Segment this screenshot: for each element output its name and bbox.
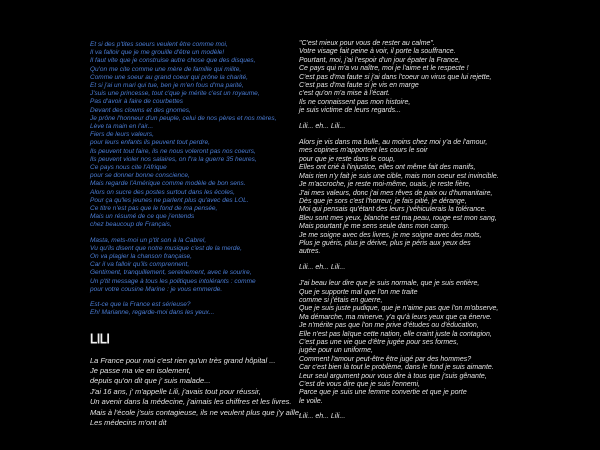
lyric-line: comme si j'étais en guerre, <box>299 296 383 304</box>
lyric-line: C'est pas d'ma faute si je vis en marge <box>299 82 419 90</box>
lyric-line: Et si j'ai un mari qui tue, ben je m'en fous d'ma parité, <box>90 82 244 90</box>
lyric-line: Je me soigne avec des livres, je me soigne avec des mots, <box>299 231 482 239</box>
lyric-line: le voile. <box>299 397 323 405</box>
lyric-line: Les médecins m'ont dit <box>90 417 167 427</box>
lyric-paragraph <box>90 237 298 294</box>
lyric-paragraph <box>90 301 298 317</box>
lyric-line: Lili... eh... Lili... <box>299 122 346 130</box>
lyric-line: Ce titre n'est pas que le fond de ma pensée, <box>90 205 218 213</box>
lyric-line: pour votre cousine Marine : je vous emmerde. <box>90 285 223 293</box>
lyric-paragraph <box>299 280 563 406</box>
lyric-line: Dès que je sors c'est l'horreur, je fais pitié, je dérange, <box>299 197 467 205</box>
lyric-line: Un avenir dans la médecine, j'aimais les chiffres et les livres. <box>90 397 292 407</box>
lyric-line: Qu'on me cite comme une mère de famille qui milite, <box>90 65 242 73</box>
lyric-line: Est-ce que la France est sérieuse? <box>90 301 191 309</box>
lyric-line: chez beaucoup de Français, <box>90 221 172 229</box>
lyric-line: Que je suis juste pudique, que je n'aime pas que l'on m'observe, <box>299 305 499 313</box>
lyric-line: Lili... eh... Lili... <box>299 413 346 421</box>
lyric-line: J'ai beau leur dire que je suis normale, que je suis entière, <box>299 280 480 288</box>
lyric-line: Et si des p'tites soeurs veulent être comme moi, <box>90 41 228 48</box>
lyric-line: Mais rien n'y fait je suis une cible, mais mon coeur est invincible. <box>299 172 499 180</box>
lyric-line: depuis qu'on dit que j' suis malade... <box>90 376 211 386</box>
lyric-line: Je n'mérite pas que l'on me prive d'études ou d'éducation, <box>299 322 479 330</box>
lyric-line: Comme une soeur au grand coeur qui prône la charité, <box>90 73 248 81</box>
lyric-paragraph <box>90 355 302 429</box>
lyric-line: "C'est mieux pour vous de rester au calme". <box>299 40 435 47</box>
lyric-line: Plus je guéris, plus je dérive, plus je péris aux yeux des <box>299 239 471 247</box>
lyric-line: Fiers de leurs valeurs, <box>90 131 154 139</box>
lyric-line: Vu qu'ils disent que notre musique c'est de la merde, <box>90 244 242 252</box>
lyric-line: c'est qu'on m'a mise à l'écart. <box>299 90 390 98</box>
lyric-line: Pas d'avoir à faire de courbettes <box>90 98 184 106</box>
lyric-line: Car il va falloir qu'ils comprennent, <box>90 261 190 269</box>
lyric-line: Mais un résumé de ce que j'entends <box>90 213 195 221</box>
refrain-line <box>299 123 563 131</box>
right-lyrics-column <box>299 40 563 430</box>
lyric-line: J'ai mes valeurs, donc j'ai mes rêves de paix ou d'humanitaire, <box>299 189 493 197</box>
lyric-line: Je m'accroche, je reste moi-même, ouais, je reste fière, <box>299 181 471 189</box>
lyric-line: Ce pays qui m'a vu naître, moi je l'aime et le respecte ! <box>299 65 469 73</box>
lyric-line: autres. <box>299 248 321 256</box>
lyric-paragraph <box>299 40 563 116</box>
refrain-line <box>299 264 563 272</box>
lyric-paragraph <box>90 41 298 230</box>
lyric-line: Ma démarche, ma minerve, y'a qu'à leurs yeux que ça énerve. <box>299 313 492 321</box>
lyric-line: Ce pays nous cite l'Afrique <box>90 164 167 172</box>
lyric-line: Bleu sont mes yeux, blanche est ma peau, rouge est mon sang, <box>299 214 497 222</box>
lyric-paragraph <box>299 139 563 257</box>
lyric-line: Moi qui pensais qu'étant des leurs j'véhiculerais la tolérance. <box>299 206 487 214</box>
lyric-line: Alors je vis dans ma bulle, au moins chez moi y'a de l'amour, <box>299 139 488 147</box>
lyric-line: pour se donner bonne conscience, <box>90 172 190 180</box>
song-title-lili: LILI <box>90 329 110 347</box>
lyric-line: Il faut vite que je construise autre chose que des disques, <box>90 57 256 65</box>
lyric-line: Mais regarde l'Amérique comme modèle de bon sens. <box>90 180 246 188</box>
lyric-line: Eh! Marianne, regarde-moi dans les yeux... <box>90 309 215 317</box>
lyric-line: Mais pourtant je me sens seule dans mon camp. <box>299 223 450 231</box>
lyric-line: Devant des clowns et des gnomes, <box>90 106 191 114</box>
lyric-line: Alors on sucre des postes surtout dans les écoles, <box>90 188 235 196</box>
lyric-line: je suis victime de leurs regards... <box>299 107 401 115</box>
lyric-line: pour que je reste dans le coup, <box>299 155 396 163</box>
lyric-line: jugée pour un uniforme, <box>299 347 373 355</box>
lyric-line: Votre visage fait peine à voir, il porte la souffrance. <box>299 48 456 56</box>
lyric-line: Lève ta main en l'air... <box>90 123 154 131</box>
lyric-line: Il va falloir que je me grouille d'être un modèle! <box>90 49 225 57</box>
lyric-line: Car c'est bien là tout le problème, dans le fond je suis aimante. <box>299 364 494 372</box>
lyric-line: Mais à l'école j'suis contagieuse, ils ne veulent plus que j'y aille, <box>90 407 302 417</box>
lyric-line: Un p'tit message à tous les politiques intolérants : comme <box>90 277 256 285</box>
lyric-line: Comment l'amour peut-être être jugé par des hommes? <box>299 355 472 363</box>
refrain-line <box>299 413 563 421</box>
song-two-intro-lyrics <box>90 355 302 429</box>
lyric-line: J'suis une princesse, tout c'que je mérite c'est un royaume, <box>90 90 260 98</box>
lyric-line: Je passe ma vie en isolement, <box>90 365 191 375</box>
lyric-line: J'ai 16 ans, j' m'appelle Lili, j'avais tout pour réussir, <box>90 386 261 396</box>
left-lyrics-column <box>90 41 302 428</box>
lyric-line: Ils ne connaissent pas mon histoire, <box>299 98 411 106</box>
lyric-line: Je prône l'honneur d'un peuple, celui de nos pères et nos mères, <box>90 114 277 122</box>
lyric-line: Ils peuvent tout faire, ils ne nous voleront pas nos coeurs, <box>90 147 256 155</box>
lyric-line: Pourtant, moi, j'ai l'espoir d'un jour épater la France, <box>299 56 461 64</box>
lyric-line: Masta, mets-moi un p'tit son à la Cabrel, <box>90 236 207 244</box>
lyric-line: Parce que je suis une femme convertie et que je porte <box>299 389 467 397</box>
lyric-line: pour leurs enfants ils peuvent tout perdre, <box>90 139 210 147</box>
lyric-line: C'est de vous dire que je suis l'ennemi, <box>299 381 420 389</box>
lyric-line: mes copines m'apportent les cours le soir <box>299 147 428 155</box>
lyric-line: Lili... eh... Lili... <box>299 263 346 271</box>
lyric-line: Ils peuvent violer nos salaires, on f'ra la guerre 35 heures, <box>90 155 257 163</box>
song-one-lyrics <box>90 41 298 318</box>
lyric-line: Elle n'est pas laïque cette nation, elle craint juste la contagion, <box>299 330 492 338</box>
lyric-line: On va plagier la chanson française, <box>90 253 192 261</box>
lyric-line: Pour ça qu'les jeunes ne parlent plus qu'avec des LOL. <box>90 196 249 204</box>
lyric-line: Gentiment, tranquillement, sereinement, avec le sourire, <box>90 269 252 277</box>
lyric-line: Que je supporte mal que l'on me traite <box>299 288 418 296</box>
lyric-line: Elles ont crié à l'injustice, elles ont même fait des manifs, <box>299 164 476 172</box>
lyric-line: C'est pas d'ma faute si j'ai dans l'coeur un virus que lui rejette, <box>299 73 492 81</box>
lyric-line: Leur seul argument pour vous dire à tous que j'suis gênante, <box>299 372 487 380</box>
song-two-lyrics <box>299 40 563 422</box>
lyric-line: La France pour moi c'est rien qu'un très grand hôpital ... <box>90 355 276 365</box>
lyric-line: C'est pas une vie que d'être jugée pour ses formes, <box>299 339 459 346</box>
